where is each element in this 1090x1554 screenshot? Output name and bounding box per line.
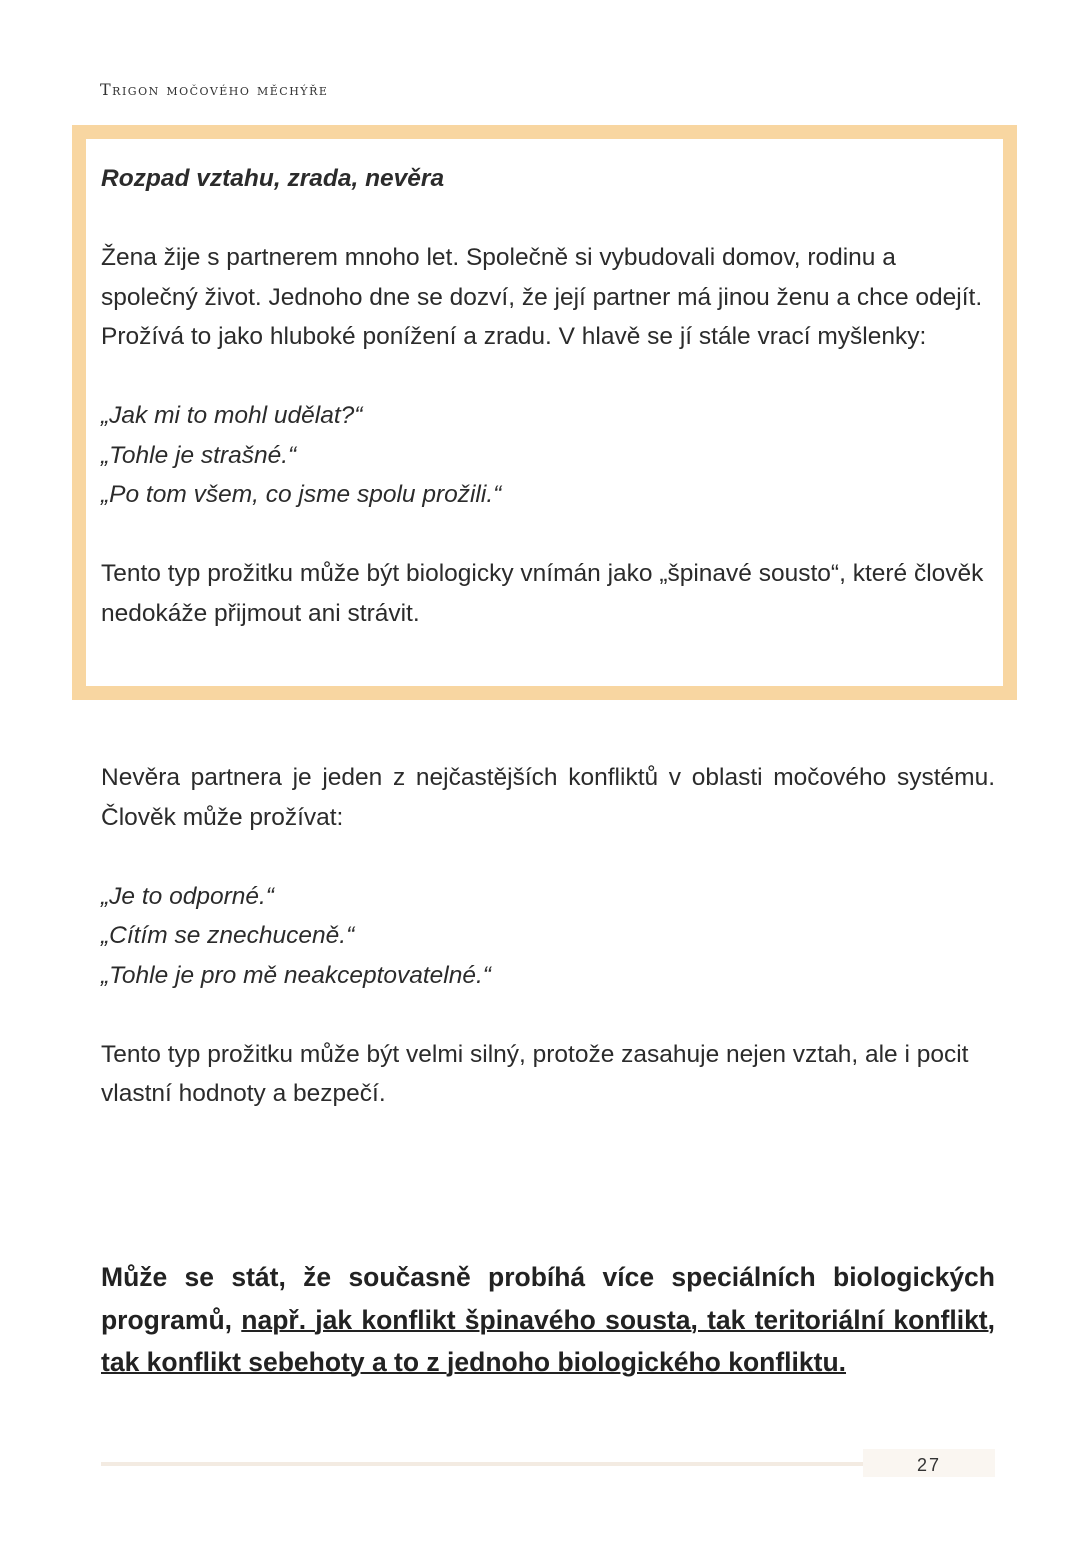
main-paragraph: Nevěra partnera je jeden z nejčastějších konfliktů v oblasti močového systému. Člověk může prožívat: (101, 764, 995, 831)
main-quote: „Cítím se znechuceně.“ (101, 922, 355, 949)
main-text (101, 758, 995, 1114)
main-closing: Tento typ prožitku může být velmi silný, protože zasahuje nejen vztah, ale i pocit vlastní hodnoty a bezpečí. (101, 1040, 969, 1107)
emphasis-underlined: např. jak konflikt špinavého sousta, tak teritoriální konflikt, tak konflikt sebehoty a to z jednoho biologického konfliktu. (101, 1304, 995, 1377)
box-paragraph: Žena žije s partnerem mnoho let. Společně si vybudovali domov, rodinu a společný život. Jednoho dne se dozví, že její partner má jinou ženu a chce odejít. Prožívá to jako hluboké ponížení a zradu. V hlavě se jí stále vrací myšlenky: (101, 244, 983, 350)
emphasis-plain: Může se stát, že současně probíhá více speciálních biologických programů, (101, 1262, 995, 1335)
main-quote: „Tohle je pro mě neakceptovatelné.“ (101, 961, 491, 989)
highlight-box (72, 125, 1017, 700)
page-number: 27 (863, 1449, 995, 1477)
main-quote: „Je to odporné.“ (101, 882, 274, 910)
running-header: Trigon močového měchýře (100, 80, 329, 99)
box-quote: „Tohle je strašné.“ (101, 441, 297, 469)
box-quote: „Po tom všem, co jsme spolu prožili.“ (101, 481, 502, 508)
box-quote: „Jak mi to mohl udělat?“ (101, 402, 363, 429)
box-title: Rozpad vztahu, zrada, nevěra (101, 165, 445, 192)
emphasis-paragraph (101, 1256, 995, 1384)
box-closing: Tento typ prožitku může být biologicky vnímán jako „špinavé sousto“, které člověk nedokáže přijmout ani strávit. (101, 560, 984, 627)
footer-divider (101, 1462, 863, 1466)
